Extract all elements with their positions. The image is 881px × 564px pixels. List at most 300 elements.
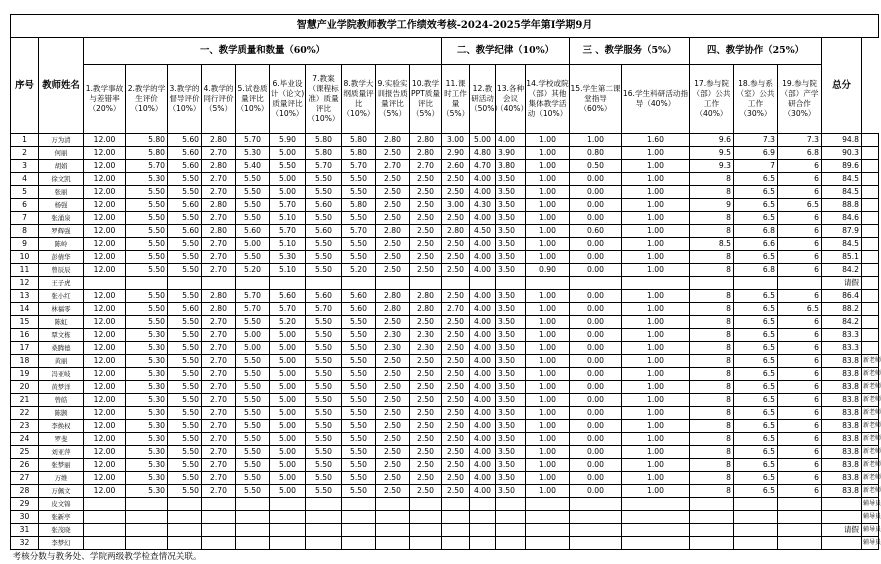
total-score: 83.8: [822, 459, 862, 472]
score-cell: 2.50: [442, 342, 470, 355]
score-cell: 2.50: [376, 433, 410, 446]
score-cell: [622, 277, 690, 290]
score-cell: 5.30: [126, 368, 168, 381]
score-cell: 2.50: [410, 173, 442, 186]
score-cell: 2.80: [202, 199, 236, 212]
score-cell: 2.50: [410, 355, 442, 368]
score-cell: 3.50: [496, 381, 526, 394]
table-row: [11, 173, 879, 186]
score-cell: 2.50: [442, 251, 470, 264]
score-cell: 1.00: [526, 329, 570, 342]
score-cell: 5.50: [168, 355, 202, 368]
row-remark: 新老师: [862, 355, 879, 368]
header-c4: 4.教学的同行评价（5%）: [202, 65, 236, 134]
score-cell: [734, 277, 778, 290]
row-number: 8: [11, 225, 39, 238]
score-cell: 6.5: [778, 303, 822, 316]
score-cell: [690, 537, 734, 550]
score-cell: 5.00: [236, 238, 270, 251]
score-cell: 1.00: [526, 394, 570, 407]
score-cell: 5.50: [342, 420, 376, 433]
score-cell: 3.00: [442, 134, 470, 147]
score-cell: 5.50: [306, 264, 342, 277]
score-cell: 3.50: [496, 420, 526, 433]
score-cell: 5.50: [306, 316, 342, 329]
score-cell: 6.5: [734, 446, 778, 459]
score-cell: 2.70: [202, 212, 236, 225]
total-score: 88.8: [822, 199, 862, 212]
teacher-name: 覃文栋: [39, 329, 84, 342]
score-cell: 0.80: [570, 147, 622, 160]
score-cell: [306, 277, 342, 290]
score-cell: 12.00: [84, 238, 126, 251]
score-cell: 2.50: [442, 316, 470, 329]
score-cell: 5.50: [306, 186, 342, 199]
total-score: 84.6: [822, 212, 862, 225]
header-c19: 19.参与院（部）产学研合作（30%）: [778, 65, 822, 134]
score-cell: [778, 524, 822, 537]
score-cell: 8: [690, 368, 734, 381]
total-score: 83.8: [822, 381, 862, 394]
score-cell: 5.50: [342, 446, 376, 459]
row-remark: 新老师: [862, 459, 879, 472]
row-remark: 新老师: [862, 394, 879, 407]
score-cell: 0.00: [570, 186, 622, 199]
table-row: [11, 446, 879, 459]
row-number: 29: [11, 498, 39, 511]
score-cell: [342, 498, 376, 511]
score-cell: 12.00: [84, 212, 126, 225]
score-cell: 5.60: [168, 199, 202, 212]
teacher-name: 刘亚萍: [39, 446, 84, 459]
score-cell: 2.50: [376, 238, 410, 251]
score-cell: 5.50: [236, 420, 270, 433]
score-cell: 1.00: [622, 173, 690, 186]
score-cell: 8: [690, 173, 734, 186]
score-cell: 4.00: [470, 459, 496, 472]
score-cell: 1.00: [526, 316, 570, 329]
score-cell: 0.00: [570, 303, 622, 316]
score-cell: 2.50: [442, 173, 470, 186]
teacher-name: 张梦丽: [39, 459, 84, 472]
score-cell: 4.00: [470, 303, 496, 316]
score-cell: 0.00: [570, 199, 622, 212]
score-cell: 2.50: [442, 420, 470, 433]
teacher-name: 陈虹: [39, 316, 84, 329]
score-cell: 8: [690, 303, 734, 316]
header-c2: 2.教学的学生评价（10%）: [126, 65, 168, 134]
score-cell: 5.50: [342, 342, 376, 355]
score-cell: 3.50: [496, 264, 526, 277]
score-cell: 2.50: [410, 381, 442, 394]
teacher-name: 陈颢: [39, 407, 84, 420]
row-number: 21: [11, 394, 39, 407]
score-cell: 5.50: [236, 472, 270, 485]
score-cell: [342, 277, 376, 290]
score-cell: 5.50: [306, 485, 342, 498]
row-remark: 辅导员: [862, 511, 879, 524]
score-cell: 5.50: [236, 251, 270, 264]
score-cell: 5.80: [126, 147, 168, 160]
score-cell: [570, 277, 622, 290]
score-cell: [410, 277, 442, 290]
teacher-name: 张丽: [39, 186, 84, 199]
score-cell: 2.50: [410, 446, 442, 459]
score-cell: 6.5: [734, 381, 778, 394]
score-cell: 1.00: [526, 199, 570, 212]
score-cell: 6: [778, 472, 822, 485]
score-cell: 1.00: [622, 212, 690, 225]
score-cell: 6.5: [734, 199, 778, 212]
row-number: 32: [11, 537, 39, 550]
score-cell: 5.30: [126, 485, 168, 498]
score-cell: 5.50: [342, 186, 376, 199]
score-cell: 1.00: [622, 329, 690, 342]
score-cell: 1.00: [526, 407, 570, 420]
score-cell: 2.70: [442, 303, 470, 316]
score-cell: 2.80: [410, 147, 442, 160]
score-cell: 12.00: [84, 290, 126, 303]
score-cell: 4.80: [470, 147, 496, 160]
row-remark: 新老师: [862, 446, 879, 459]
score-cell: 7: [734, 160, 778, 173]
total-score: 84.2: [822, 316, 862, 329]
total-score: 86.4: [822, 290, 862, 303]
score-cell: 1.00: [526, 173, 570, 186]
score-cell: 4.50: [470, 225, 496, 238]
score-cell: 6: [778, 394, 822, 407]
score-cell: 5.50: [168, 485, 202, 498]
score-cell: 5.50: [306, 394, 342, 407]
score-cell: 2.50: [376, 212, 410, 225]
score-cell: 1.00: [622, 433, 690, 446]
score-cell: 3.50: [496, 368, 526, 381]
score-cell: 4.00: [470, 394, 496, 407]
header-c8: 8.教学大纲质量评比（10%）: [342, 65, 376, 134]
score-cell: 6: [778, 160, 822, 173]
score-cell: 3.50: [496, 355, 526, 368]
score-cell: 0.00: [570, 290, 622, 303]
score-cell: 8: [690, 316, 734, 329]
score-cell: 2.80: [202, 160, 236, 173]
score-cell: [126, 277, 168, 290]
score-cell: 2.30: [410, 342, 442, 355]
score-cell: 1.00: [622, 368, 690, 381]
score-cell: 9.6: [690, 134, 734, 147]
score-cell: 7.3: [778, 134, 822, 147]
footer-note: 考核分数与教务处、学院两级教学检查情况关联。: [11, 550, 879, 564]
table-row: [11, 381, 879, 394]
score-cell: 2.70: [202, 485, 236, 498]
score-cell: 5.30: [126, 381, 168, 394]
score-cell: 5.50: [236, 459, 270, 472]
score-cell: [496, 498, 526, 511]
row-remark: 新老师: [862, 381, 879, 394]
score-cell: 5.70: [306, 303, 342, 316]
score-cell: [778, 511, 822, 524]
score-cell: 2.50: [376, 407, 410, 420]
score-cell: 8.5: [690, 238, 734, 251]
score-cell: 2.70: [202, 420, 236, 433]
row-remark: 辅导员: [862, 524, 879, 537]
teacher-name: 冯亚岐: [39, 368, 84, 381]
score-cell: 12.00: [84, 160, 126, 173]
total-score: 88.2: [822, 303, 862, 316]
score-cell: 6: [778, 433, 822, 446]
header-c14: 14.学校或院（部）其他集体教学活动（10%）: [526, 65, 570, 134]
row-remark: [862, 225, 879, 238]
total-score: [822, 511, 862, 524]
score-cell: 5.30: [126, 420, 168, 433]
teacher-name: 李焕权: [39, 420, 84, 433]
score-cell: 5.50: [168, 368, 202, 381]
score-cell: 2.30: [376, 342, 410, 355]
score-cell: 5.30: [126, 459, 168, 472]
score-cell: 5.50: [236, 186, 270, 199]
row-number: 6: [11, 199, 39, 212]
header-c3: 3.教学的督导评价（10%）: [168, 65, 202, 134]
score-cell: 5.00: [270, 394, 306, 407]
score-cell: 5.50: [126, 303, 168, 316]
teacher-name: 张茂晓: [39, 524, 84, 537]
score-cell: 2.80: [376, 225, 410, 238]
total-score: 83.8: [822, 394, 862, 407]
total-score: 89.6: [822, 160, 862, 173]
score-cell: [236, 277, 270, 290]
score-cell: 8: [690, 407, 734, 420]
teacher-name: 张新亭: [39, 511, 84, 524]
score-cell: 1.00: [526, 160, 570, 173]
score-cell: 5.30: [270, 251, 306, 264]
score-cell: 2.70: [202, 173, 236, 186]
score-cell: 6.5: [734, 303, 778, 316]
score-cell: 5.50: [306, 433, 342, 446]
score-cell: 0.00: [570, 368, 622, 381]
header-seq: 序号: [11, 38, 39, 134]
score-cell: [126, 524, 168, 537]
score-cell: 5.00: [270, 420, 306, 433]
score-cell: 2.80: [410, 290, 442, 303]
score-cell: 1.00: [622, 264, 690, 277]
score-cell: 2.30: [376, 329, 410, 342]
table-row: [11, 472, 879, 485]
score-cell: 2.70: [202, 316, 236, 329]
score-cell: [778, 537, 822, 550]
row-number: 20: [11, 381, 39, 394]
score-cell: 3.80: [496, 160, 526, 173]
score-cell: [270, 277, 306, 290]
row-remark: 辅导员: [862, 537, 879, 550]
score-cell: 4.00: [470, 342, 496, 355]
table-row: [11, 459, 879, 472]
score-cell: 5.50: [168, 212, 202, 225]
score-cell: 3.50: [496, 394, 526, 407]
score-cell: 5.70: [342, 160, 376, 173]
score-cell: 5.50: [126, 199, 168, 212]
score-cell: 5.50: [168, 238, 202, 251]
row-number: 5: [11, 186, 39, 199]
score-cell: 0.00: [570, 394, 622, 407]
score-cell: [168, 511, 202, 524]
score-cell: 12.00: [84, 303, 126, 316]
score-cell: [202, 277, 236, 290]
score-cell: [306, 524, 342, 537]
total-score: 83.3: [822, 342, 862, 355]
score-cell: 5.50: [342, 368, 376, 381]
score-cell: 3.50: [496, 238, 526, 251]
score-cell: [126, 498, 168, 511]
score-cell: 3.50: [496, 251, 526, 264]
score-cell: 3.50: [496, 433, 526, 446]
teacher-name: 徐文凯: [39, 173, 84, 186]
table-row: [11, 238, 879, 251]
score-cell: 5.50: [168, 407, 202, 420]
evaluation-table: [10, 14, 879, 564]
score-cell: 5.50: [306, 355, 342, 368]
score-cell: 5.30: [126, 173, 168, 186]
table-row: [11, 485, 879, 498]
score-cell: [410, 524, 442, 537]
score-cell: [202, 511, 236, 524]
score-cell: 0.50: [570, 160, 622, 173]
score-cell: 1.00: [622, 147, 690, 160]
score-cell: 5.50: [126, 238, 168, 251]
score-cell: 12.00: [84, 147, 126, 160]
score-cell: 8: [690, 355, 734, 368]
score-cell: 1.00: [526, 355, 570, 368]
score-cell: [570, 498, 622, 511]
score-cell: 12.00: [84, 368, 126, 381]
header-c18: 18.参与系（室）公共工作（30%）: [734, 65, 778, 134]
score-cell: 8: [690, 394, 734, 407]
score-cell: 12.00: [84, 342, 126, 355]
total-score: 83.8: [822, 407, 862, 420]
score-cell: 5.50: [236, 199, 270, 212]
score-cell: 8: [690, 290, 734, 303]
table-row: [11, 511, 879, 524]
score-cell: [496, 524, 526, 537]
score-cell: 4.00: [470, 173, 496, 186]
score-cell: 12.00: [84, 316, 126, 329]
score-cell: 2.70: [202, 368, 236, 381]
score-cell: 5.00: [270, 381, 306, 394]
score-cell: 5.50: [342, 472, 376, 485]
row-remark: [862, 199, 879, 212]
score-cell: [690, 524, 734, 537]
score-cell: 0.00: [570, 264, 622, 277]
score-cell: [496, 537, 526, 550]
score-cell: 5.50: [342, 329, 376, 342]
score-cell: 5.50: [306, 446, 342, 459]
score-cell: 2.70: [202, 186, 236, 199]
score-cell: 12.00: [84, 173, 126, 186]
score-cell: 1.00: [526, 212, 570, 225]
score-cell: 5.00: [270, 433, 306, 446]
score-cell: 6.5: [734, 355, 778, 368]
score-cell: 6.5: [734, 173, 778, 186]
score-cell: [126, 537, 168, 550]
score-cell: 5.50: [168, 472, 202, 485]
score-cell: 2.50: [442, 394, 470, 407]
score-cell: 5.50: [342, 316, 376, 329]
table-row: [11, 199, 879, 212]
table-row: [11, 316, 879, 329]
score-cell: 1.00: [526, 485, 570, 498]
score-cell: 12.00: [84, 381, 126, 394]
score-cell: 2.70: [202, 381, 236, 394]
score-cell: [236, 511, 270, 524]
row-remark: 新老师: [862, 407, 879, 420]
row-remark: 新老师: [862, 433, 879, 446]
score-cell: 2.50: [410, 459, 442, 472]
score-cell: 2.70: [202, 407, 236, 420]
score-cell: 2.50: [442, 407, 470, 420]
score-cell: 5.50: [236, 381, 270, 394]
score-cell: 2.50: [410, 368, 442, 381]
score-cell: [202, 498, 236, 511]
score-cell: 2.50: [442, 212, 470, 225]
score-cell: 1.00: [622, 186, 690, 199]
score-cell: 2.50: [410, 394, 442, 407]
score-cell: 5.70: [270, 199, 306, 212]
score-cell: 2.50: [410, 212, 442, 225]
score-cell: 5.50: [270, 160, 306, 173]
total-score: 87.9: [822, 225, 862, 238]
score-cell: 8: [690, 251, 734, 264]
teacher-name: 万维: [39, 472, 84, 485]
score-cell: 5.50: [126, 316, 168, 329]
score-cell: 6: [778, 368, 822, 381]
score-cell: [126, 511, 168, 524]
score-cell: 4.00: [470, 420, 496, 433]
score-cell: 2.70: [202, 238, 236, 251]
total-score: 83.8: [822, 420, 862, 433]
score-cell: 3.50: [496, 225, 526, 238]
score-cell: 5.50: [168, 316, 202, 329]
score-cell: 6: [778, 264, 822, 277]
table-row: [11, 342, 879, 355]
score-cell: 1.60: [622, 134, 690, 147]
row-remark: 新老师: [862, 420, 879, 433]
score-cell: [306, 498, 342, 511]
score-cell: 6.5: [734, 251, 778, 264]
score-cell: 5.90: [270, 134, 306, 147]
score-cell: 6: [778, 407, 822, 420]
score-cell: [410, 537, 442, 550]
score-cell: 5.50: [168, 420, 202, 433]
score-cell: 5.60: [306, 199, 342, 212]
score-cell: [570, 524, 622, 537]
score-cell: 2.50: [410, 199, 442, 212]
row-remark: [862, 173, 879, 186]
header-c10: 10.教学PPT质量评比（5%）: [410, 65, 442, 134]
score-cell: 5.00: [270, 147, 306, 160]
score-cell: 6: [778, 186, 822, 199]
score-cell: 0.00: [570, 316, 622, 329]
table-row: [11, 264, 879, 277]
score-cell: 5.50: [236, 485, 270, 498]
total-score: 请假: [822, 277, 862, 290]
score-cell: 4.00: [470, 485, 496, 498]
score-cell: 5.00: [270, 485, 306, 498]
score-cell: 2.50: [376, 264, 410, 277]
row-number: 28: [11, 485, 39, 498]
score-cell: [376, 498, 410, 511]
score-cell: 2.50: [442, 368, 470, 381]
score-cell: 2.50: [410, 407, 442, 420]
section-collaboration: 四、教学协作（25%）: [690, 38, 822, 65]
score-cell: [778, 498, 822, 511]
